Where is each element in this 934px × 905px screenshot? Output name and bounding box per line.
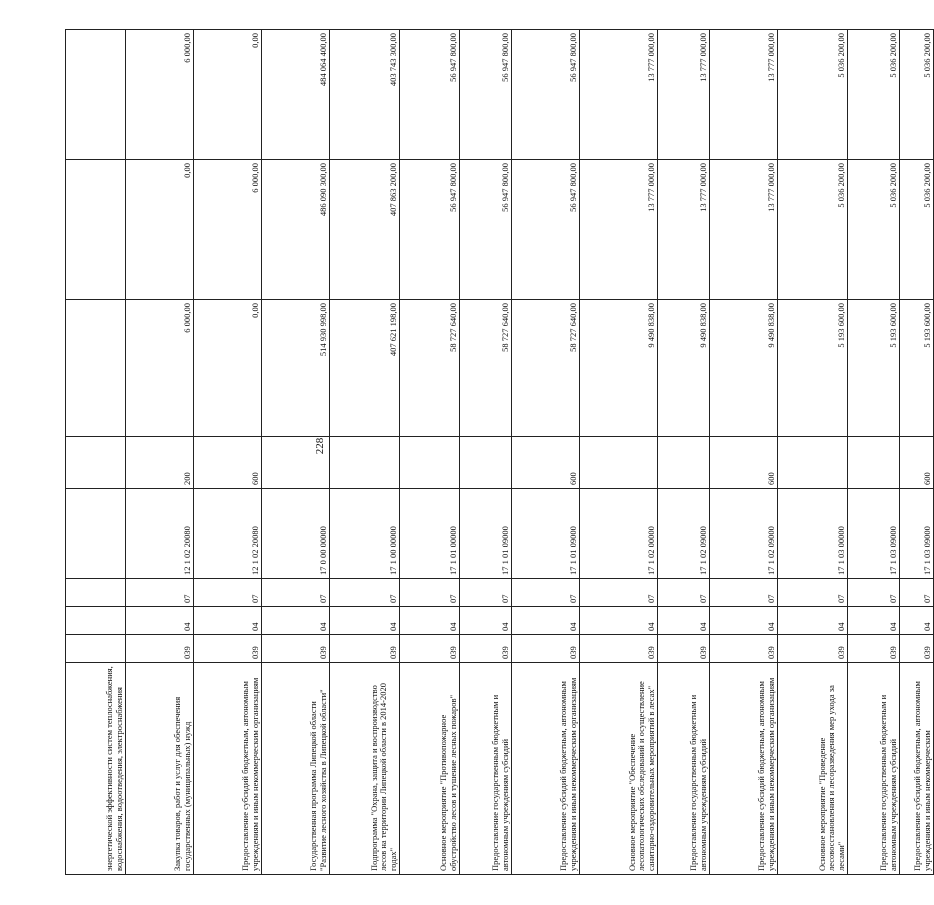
amount-cell-1: 58 727 640,00 bbox=[512, 300, 580, 437]
section-code-cell: 04 bbox=[126, 607, 194, 635]
amount-cell-3: 403 743 300,00 bbox=[330, 30, 400, 160]
amount-cell-2: 407 863 200,00 bbox=[330, 160, 400, 300]
amount-cell-1: 0,00 bbox=[194, 300, 262, 437]
amount-cell-2: 5 036 200,00 bbox=[848, 160, 900, 300]
table-row bbox=[900, 30, 934, 875]
section-code-cell: 04 bbox=[460, 607, 512, 635]
amount-cell-2: 5 036 200,00 bbox=[900, 160, 934, 300]
name-cell: Основное мероприятие "Противопожарное обустройство лесов и тушение лесных пожаров" bbox=[400, 663, 460, 875]
name-cell: энергетической эффективности систем теплоснабжения, водоснабжения, водоотведения, электроснабжения bbox=[66, 663, 126, 875]
section-code-cell bbox=[66, 607, 126, 635]
table-row bbox=[658, 30, 710, 875]
expense-type-cell: 600 bbox=[512, 437, 580, 489]
table-row bbox=[66, 30, 126, 875]
gr-code-cell: 039 bbox=[580, 635, 658, 663]
amount-cell-3: 5 036 200,00 bbox=[778, 30, 848, 160]
target-article-cell bbox=[66, 489, 126, 579]
subsection-code-cell: 07 bbox=[194, 579, 262, 607]
section-code-cell: 04 bbox=[900, 607, 934, 635]
name-cell: Предоставление субсидий бюджетным, автономным учреждениям и иным некоммерческим bbox=[900, 663, 934, 875]
target-article-cell: 17 1 01 09000 bbox=[512, 489, 580, 579]
section-code-cell: 04 bbox=[330, 607, 400, 635]
section-code-cell: 04 bbox=[194, 607, 262, 635]
amount-cell-1: 5 193 600,00 bbox=[778, 300, 848, 437]
target-article-cell: 17 1 00 00000 bbox=[330, 489, 400, 579]
amount-cell-2: 13 777 000,00 bbox=[580, 160, 658, 300]
name-cell: Подпрограмма "Охрана, защита и воспроизводство лесов на территории Липецкой области в 2014-2020 годах" bbox=[330, 663, 400, 875]
amount-cell-3: 56 947 800,00 bbox=[400, 30, 460, 160]
table-row bbox=[126, 30, 194, 875]
target-article-cell: 17 0 00 00000 bbox=[262, 489, 330, 579]
amount-cell-2 bbox=[66, 160, 126, 300]
amount-cell-2: 13 777 000,00 bbox=[658, 160, 710, 300]
section-code-cell: 04 bbox=[658, 607, 710, 635]
subsection-code-cell: 07 bbox=[658, 579, 710, 607]
section-code-cell: 04 bbox=[512, 607, 580, 635]
gr-code-cell: 039 bbox=[330, 635, 400, 663]
expense-type-cell bbox=[658, 437, 710, 489]
expense-type-cell bbox=[460, 437, 512, 489]
section-code-cell: 04 bbox=[262, 607, 330, 635]
amount-cell-3: 0,00 bbox=[194, 30, 262, 160]
page-number: 228 bbox=[314, 437, 326, 455]
gr-code-cell: 039 bbox=[400, 635, 460, 663]
name-cell: Предоставление государственным бюджетным и автономным учреждениям субсидий bbox=[848, 663, 900, 875]
subsection-code-cell: 07 bbox=[512, 579, 580, 607]
amount-cell-2: 6 000,00 bbox=[194, 160, 262, 300]
table-row bbox=[330, 30, 400, 875]
subsection-code-cell: 07 bbox=[848, 579, 900, 607]
subsection-code-cell: 07 bbox=[900, 579, 934, 607]
target-article-cell: 17 1 01 00000 bbox=[400, 489, 460, 579]
gr-code-cell: 039 bbox=[848, 635, 900, 663]
expense-type-cell: 200 bbox=[126, 437, 194, 489]
target-article-cell: 17 1 01 09000 bbox=[460, 489, 512, 579]
expense-type-cell bbox=[66, 437, 126, 489]
target-article-cell: 17 1 02 00000 bbox=[580, 489, 658, 579]
target-article-cell: 12 1 02 20080 bbox=[126, 489, 194, 579]
amount-cell-1: 407 621 198,00 bbox=[330, 300, 400, 437]
amount-cell-1: 5 193 600,00 bbox=[848, 300, 900, 437]
amount-cell-3: 13 777 000,00 bbox=[580, 30, 658, 160]
budget-table bbox=[65, 29, 934, 875]
subsection-code-cell: 07 bbox=[460, 579, 512, 607]
table-row bbox=[262, 30, 330, 875]
table-row bbox=[848, 30, 900, 875]
expense-type-cell bbox=[848, 437, 900, 489]
amount-cell-1: 6 000,00 bbox=[126, 300, 194, 437]
gr-code-cell: 039 bbox=[262, 635, 330, 663]
amount-cell-2: 0,00 bbox=[126, 160, 194, 300]
amount-cell-2: 5 036 200,00 bbox=[778, 160, 848, 300]
subsection-code-cell: 07 bbox=[330, 579, 400, 607]
name-cell: Основное мероприятие "Проведение лесовосстановления и лесоразведения мер ухода за лесами" bbox=[778, 663, 848, 875]
amount-cell-3: 5 036 200,00 bbox=[848, 30, 900, 160]
gr-code-cell: 039 bbox=[512, 635, 580, 663]
amount-cell-1: 9 490 838,00 bbox=[658, 300, 710, 437]
amount-cell-2: 56 947 800,00 bbox=[512, 160, 580, 300]
section-code-cell: 04 bbox=[778, 607, 848, 635]
gr-code-cell: 039 bbox=[658, 635, 710, 663]
table-row bbox=[194, 30, 262, 875]
target-article-cell: 17 1 02 09000 bbox=[658, 489, 710, 579]
amount-cell-3: 13 777 000,00 bbox=[658, 30, 710, 160]
amount-cell-2: 56 947 800,00 bbox=[400, 160, 460, 300]
amount-cell-2: 13 777 000,00 bbox=[710, 160, 778, 300]
expense-type-cell: 600 bbox=[900, 437, 934, 489]
name-cell: Закупка товаров, работ и услуг для обеспечения государственных (муниципальных) нужд bbox=[126, 663, 194, 875]
target-article-cell: 12 1 02 20080 bbox=[194, 489, 262, 579]
section-code-cell: 04 bbox=[580, 607, 658, 635]
amount-cell-3 bbox=[66, 30, 126, 160]
expense-type-cell bbox=[400, 437, 460, 489]
amount-cell-1: 9 490 838,00 bbox=[580, 300, 658, 437]
amount-cell-2: 56 947 800,00 bbox=[460, 160, 512, 300]
target-article-cell: 17 1 03 00000 bbox=[778, 489, 848, 579]
section-code-cell: 04 bbox=[710, 607, 778, 635]
table-row bbox=[512, 30, 580, 875]
subsection-code-cell: 07 bbox=[710, 579, 778, 607]
amount-cell-1: 58 727 640,00 bbox=[400, 300, 460, 437]
gr-code-cell bbox=[66, 635, 126, 663]
gr-code-cell: 039 bbox=[900, 635, 934, 663]
subsection-code-cell: 07 bbox=[262, 579, 330, 607]
name-cell: Государственная программа Липецкой области "Развитие лесного хозяйства в Липецкой области" bbox=[262, 663, 330, 875]
gr-code-cell: 039 bbox=[778, 635, 848, 663]
amount-cell-1 bbox=[66, 300, 126, 437]
table-row bbox=[580, 30, 658, 875]
amount-cell-3: 13 777 000,00 bbox=[710, 30, 778, 160]
table-row bbox=[400, 30, 460, 875]
gr-code-cell: 039 bbox=[194, 635, 262, 663]
expense-type-cell bbox=[330, 437, 400, 489]
amount-cell-1: 9 490 838,00 bbox=[710, 300, 778, 437]
amount-cell-3: 56 947 800,00 bbox=[460, 30, 512, 160]
subsection-code-cell bbox=[66, 579, 126, 607]
expense-type-cell bbox=[778, 437, 848, 489]
target-article-cell: 17 1 03 09000 bbox=[848, 489, 900, 579]
target-article-cell: 17 1 03 09000 bbox=[900, 489, 934, 579]
subsection-code-cell: 07 bbox=[580, 579, 658, 607]
expense-type-cell bbox=[580, 437, 658, 489]
expense-type-cell: 600 bbox=[710, 437, 778, 489]
name-cell: Предоставление субсидий бюджетным, автономным учреждениям и иным некоммерческим организациям bbox=[512, 663, 580, 875]
expense-type-cell bbox=[262, 437, 330, 489]
name-cell: Предоставление субсидий бюджетным, автономным учреждениям и иным некоммерческим организациям bbox=[194, 663, 262, 875]
name-cell: Предоставление государственным бюджетным и автономным учреждениям субсидий bbox=[658, 663, 710, 875]
amount-cell-2: 486 090 300,00 bbox=[262, 160, 330, 300]
name-cell: Предоставление субсидий бюджетным, автономным учреждениям и иным некоммерческим организациям bbox=[710, 663, 778, 875]
amount-cell-3: 56 947 800,00 bbox=[512, 30, 580, 160]
amount-cell-3: 6 000,00 bbox=[126, 30, 194, 160]
table-row bbox=[778, 30, 848, 875]
table-row bbox=[710, 30, 778, 875]
subsection-code-cell: 07 bbox=[400, 579, 460, 607]
gr-code-cell: 039 bbox=[710, 635, 778, 663]
target-article-cell: 17 1 02 09000 bbox=[710, 489, 778, 579]
section-code-cell: 04 bbox=[848, 607, 900, 635]
section-code-cell: 04 bbox=[400, 607, 460, 635]
expense-type-cell: 600 bbox=[194, 437, 262, 489]
budget-table-container bbox=[65, 30, 932, 875]
gr-code-cell: 039 bbox=[460, 635, 512, 663]
subsection-code-cell: 07 bbox=[778, 579, 848, 607]
amount-cell-3: 5 036 200,00 bbox=[900, 30, 934, 160]
name-cell: Предоставление государственным бюджетным и автономным учреждениям субсидий bbox=[460, 663, 512, 875]
gr-code-cell: 039 bbox=[126, 635, 194, 663]
table-row bbox=[460, 30, 512, 875]
amount-cell-1: 5 193 600,00 bbox=[900, 300, 934, 437]
amount-cell-3: 484 064 400,00 bbox=[262, 30, 330, 160]
name-cell: Основное мероприятие "Обеспечение лесопатологических обследований и осуществление санитарно-оздоровительных мероприятий в лесах" bbox=[580, 663, 658, 875]
amount-cell-1: 58 727 640,00 bbox=[460, 300, 512, 437]
subsection-code-cell: 07 bbox=[126, 579, 194, 607]
amount-cell-1: 514 930 998,00 bbox=[262, 300, 330, 437]
